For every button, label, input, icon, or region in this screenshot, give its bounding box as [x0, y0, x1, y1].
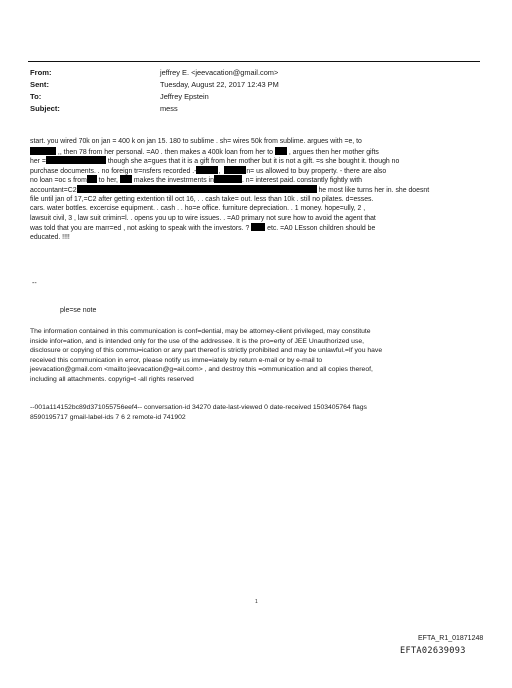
redaction-block [275, 147, 287, 155]
redaction-block [120, 175, 132, 183]
redaction-block [214, 175, 242, 183]
to-label: To: [30, 92, 42, 101]
body-line: her = though she a=gues that it is a gift from her mother but it is not a gift. =s she bought it. though no [30, 158, 400, 166]
message-metadata [30, 403, 484, 422]
confidentiality-disclaimer [30, 327, 484, 384]
redaction-block [196, 166, 218, 174]
body-line: ,, then 78 from her personal. =A0 . then makes a 400k loan from her to , argues then her mother gifts [30, 147, 484, 157]
redaction-block [87, 175, 97, 183]
from-value: jeffrey E. <jeevacation@gmail.com> [160, 68, 279, 77]
disclaimer-line: received this communication in error, please notify us imme=iately by return e-mail or by e-mail to [30, 356, 323, 364]
disclaimer-line: jeevacation@gmail.com <mailto:jeevacation@g=ail.com> , and destroy this =ommunication and all copies thereof, [30, 366, 373, 373]
bates-number-secondary: EFTA02639093 [400, 646, 466, 656]
body-line: accountant=C2 he most like turns her in. she doesnt [30, 186, 430, 194]
body-line: was told that you are marr=ed , not asking to speak with the investors. ? etc. =A0 LEsson children should be [30, 225, 376, 233]
subject-label: Subject: [30, 104, 60, 113]
body-line: purchase documents. . no foreign tr=nsfers recorded .- , n= us allowed to buy property. - there are also [30, 167, 387, 175]
body-line: cars. water bottles. excercise equipment. . cash . . ho=e office. furniture depreciation. . 1 money. hope=ully, 2 , [30, 205, 366, 213]
sent-label: Sent: [30, 80, 49, 89]
page-number: 1 [255, 599, 258, 605]
redaction-block [77, 185, 317, 193]
redaction-block [224, 166, 246, 174]
note-text: ple=se note [60, 307, 97, 314]
body-line: start. you wired 70k on jan = 400 k on jan 15. 180 to sublime . sh= wires 50k from sublime. argues with =e, to [30, 138, 362, 145]
metadata-line: --001a114152bc89d371055756eef4-- conversation-id 34270 date-last-viewed 0 date-received 1503405764 flags [30, 404, 367, 411]
disclaimer-line: including all attachments. copyrig=t -all rights reserved [30, 375, 194, 383]
signature-separator: -- [32, 280, 37, 287]
email-body [30, 137, 484, 243]
disclaimer-line: inside infor=ation, and is intended only for the use of the addressee. It is the pro=erty of JEE Unauthorized use, [30, 337, 365, 345]
disclaimer-line: The information contained in this communication is conf=dential, may be attorney-client privileged, may constitute [30, 328, 371, 335]
body-line: file until jan of 17,=C2 after getting extention till oct 16, . . cash take= out. less than 10k . still no pilates. d=esses. [30, 195, 374, 203]
subject-value: mess [160, 104, 178, 113]
redaction-block [46, 156, 106, 164]
to-value: Jeffrey Epstein [160, 92, 209, 101]
redaction-block [251, 223, 265, 231]
bates-number-primary: EFTA_R1_01871248 [418, 635, 484, 642]
body-line: educated. !!!! [30, 233, 70, 241]
redaction-block [30, 147, 56, 155]
header-rule [28, 61, 480, 62]
sent-value: Tuesday, August 22, 2017 12:43 PM [160, 80, 279, 89]
metadata-line: 8590195717 gmail-label-ids 7 6 2 remote-id 741902 [30, 413, 186, 421]
disclaimer-line: disclosure or copying of this commu=ication or any part thereof is strictly prohibited and may be unlawful.=If you have [30, 347, 383, 354]
body-line: lawsuit civil, 3 , law suit crimin=l. . opens you up to wire issues. . =A0 primary not sure how to avoid the agent that [30, 214, 376, 222]
body-line: no loan =oc s from to her, makes the investrments in . n= interest paid. constantly fightly with [30, 177, 363, 185]
from-label: From: [30, 68, 52, 77]
